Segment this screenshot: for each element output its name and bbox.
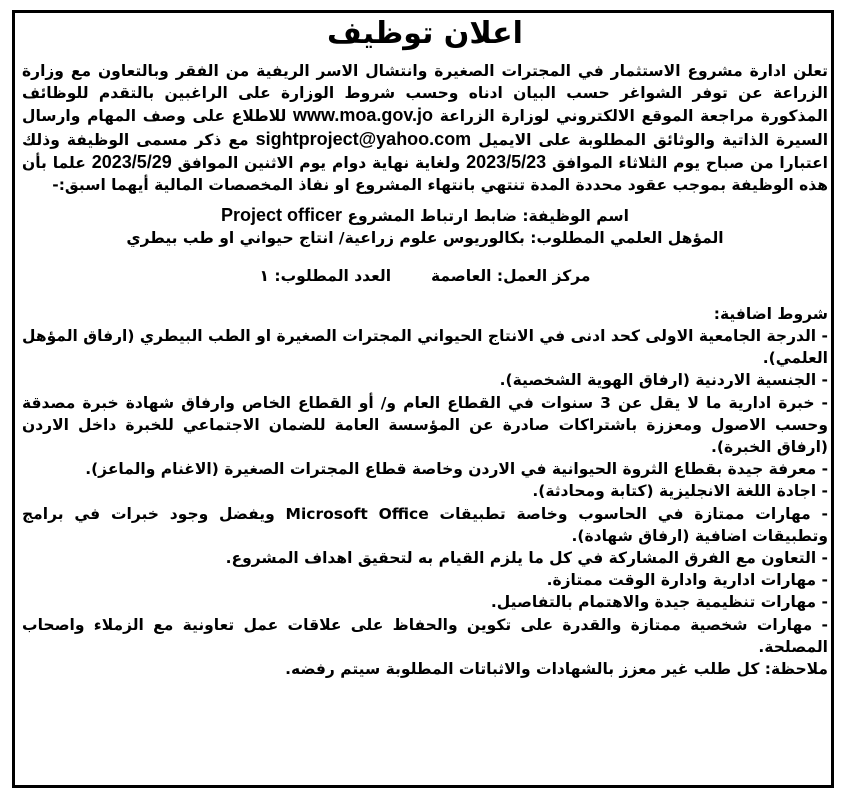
- condition-item: - مهارات تنظيمية جيدة والاهتمام بالتفاصيل.: [490, 593, 828, 612]
- intro-text-5: علما بأن هذه الوظيفة بموجب عقود محددة المدة تنتهي بانتهاء المشروع او نفاذ المخصصات المالية أيهما اسبق:-: [22, 153, 828, 195]
- conditions-title: شروط اضافية:: [713, 304, 828, 323]
- rejection-note: ملاحظة: كل طلب غير معزز بالشهادات والاثباتات المطلوبة سيتم رفضه.: [285, 660, 828, 679]
- job-qualification: المؤهل العلمي المطلوب: بكالوريوس علوم زراعية/ انتاج حيواني او طب بيطري: [126, 229, 724, 248]
- job-count: العدد المطلوب: ١: [259, 267, 392, 286]
- start-date: 2023/5/23: [466, 151, 547, 172]
- job-title-line: [22, 204, 828, 227]
- condition-item: - مهارات ممتازة في الحاسوب وخاصة تطبيقات Microsoft Office ويفضل وجود خبرات في برامج وتطبيقات اضافية (ارفاق شهادة).: [22, 504, 828, 545]
- condition-item: - خبرة ادارية ما لا يقل عن 3 سنوات في القطاع العام و/ أو القطاع الخاص وارفاق شهادة خبرة مصدقة وحسب الاصول ومعززة باشتراكات صادرة عن المؤسسة العامة للضمان الاجتماعي للخبرة داخل الاردن (ارفاق الخبرة).: [22, 393, 828, 457]
- condition-item: - الجنسية الاردنية (ارفاق الهوية الشخصية).: [499, 371, 828, 390]
- job-location-count: [22, 265, 828, 287]
- condition-item: - مهارات ادارية وادارة الوقت ممتازة.: [546, 571, 828, 590]
- job-title-english: Project officer: [221, 205, 343, 226]
- intro-text-3: مع ذكر مسمى الوظيفة وذلك اعتبارا من صباح يوم الثلاثاء الموافق: [22, 130, 828, 172]
- job-title-label: اسم الوظيفة: ضابط ارتباط المشروع: [347, 207, 629, 226]
- application-email-link[interactable]: sightproject@yahoo.com: [255, 128, 472, 149]
- job-advertisement: [22, 14, 828, 680]
- intro-text-2: للاطلاع على وصف المهام وارسال السيرة الذاتية والوثائق المطلوبة على الايميل: [22, 107, 829, 149]
- condition-item: - اجادة اللغة الانجليزية (كتابة ومحادثة).: [532, 482, 828, 501]
- ad-intro: [22, 60, 828, 196]
- condition-item: - التعاون مع الفرق المشاركة في كل ما يلزم القيام به لتحقيق اهداف المشروع.: [225, 549, 828, 568]
- ad-title: اعلان توظيف: [327, 16, 523, 51]
- intro-text-4: ولغاية نهاية دوام يوم الاثنين الموافق: [177, 153, 461, 172]
- intro-text-1: تعلن ادارة مشروع الاستثمار في المجترات الصغيرة وانتشال الاسر الريفية من الفقر وبالتعاون مع وزارة الزراعة عن توفر الشواغر حسب البيان ادناه وحسب شروط الوزارة على الراغبين بالتقدم للوظائف المذكورة مراجعة الموقع الالكتروني لوزارة الزراعة: [22, 62, 828, 126]
- job-location: مركز العمل: العاصمة: [431, 267, 591, 286]
- ministry-website-link[interactable]: www.moa.gov.jo: [293, 105, 434, 126]
- job-details: [22, 204, 828, 287]
- conditions-list: [22, 325, 828, 658]
- condition-item: - الدرجة الجامعية الاولى كحد ادنى في الانتاج الحيواني المجترات الصغيرة او الطب البيطري (ارفاق المؤهل العلمي).: [22, 327, 828, 368]
- condition-item: - معرفة جيدة بقطاع الثروة الحيوانية في الاردن وخاصة قطاع المجترات الصغيرة (الاغنام والماعز).: [85, 460, 828, 479]
- condition-item: - مهارات شخصية ممتازة والقدرة على تكوين والحفاظ على علاقات عمل تعاونية مع الزملاء واصحاب المصلحة.: [22, 615, 828, 656]
- end-date: 2023/5/29: [91, 151, 172, 172]
